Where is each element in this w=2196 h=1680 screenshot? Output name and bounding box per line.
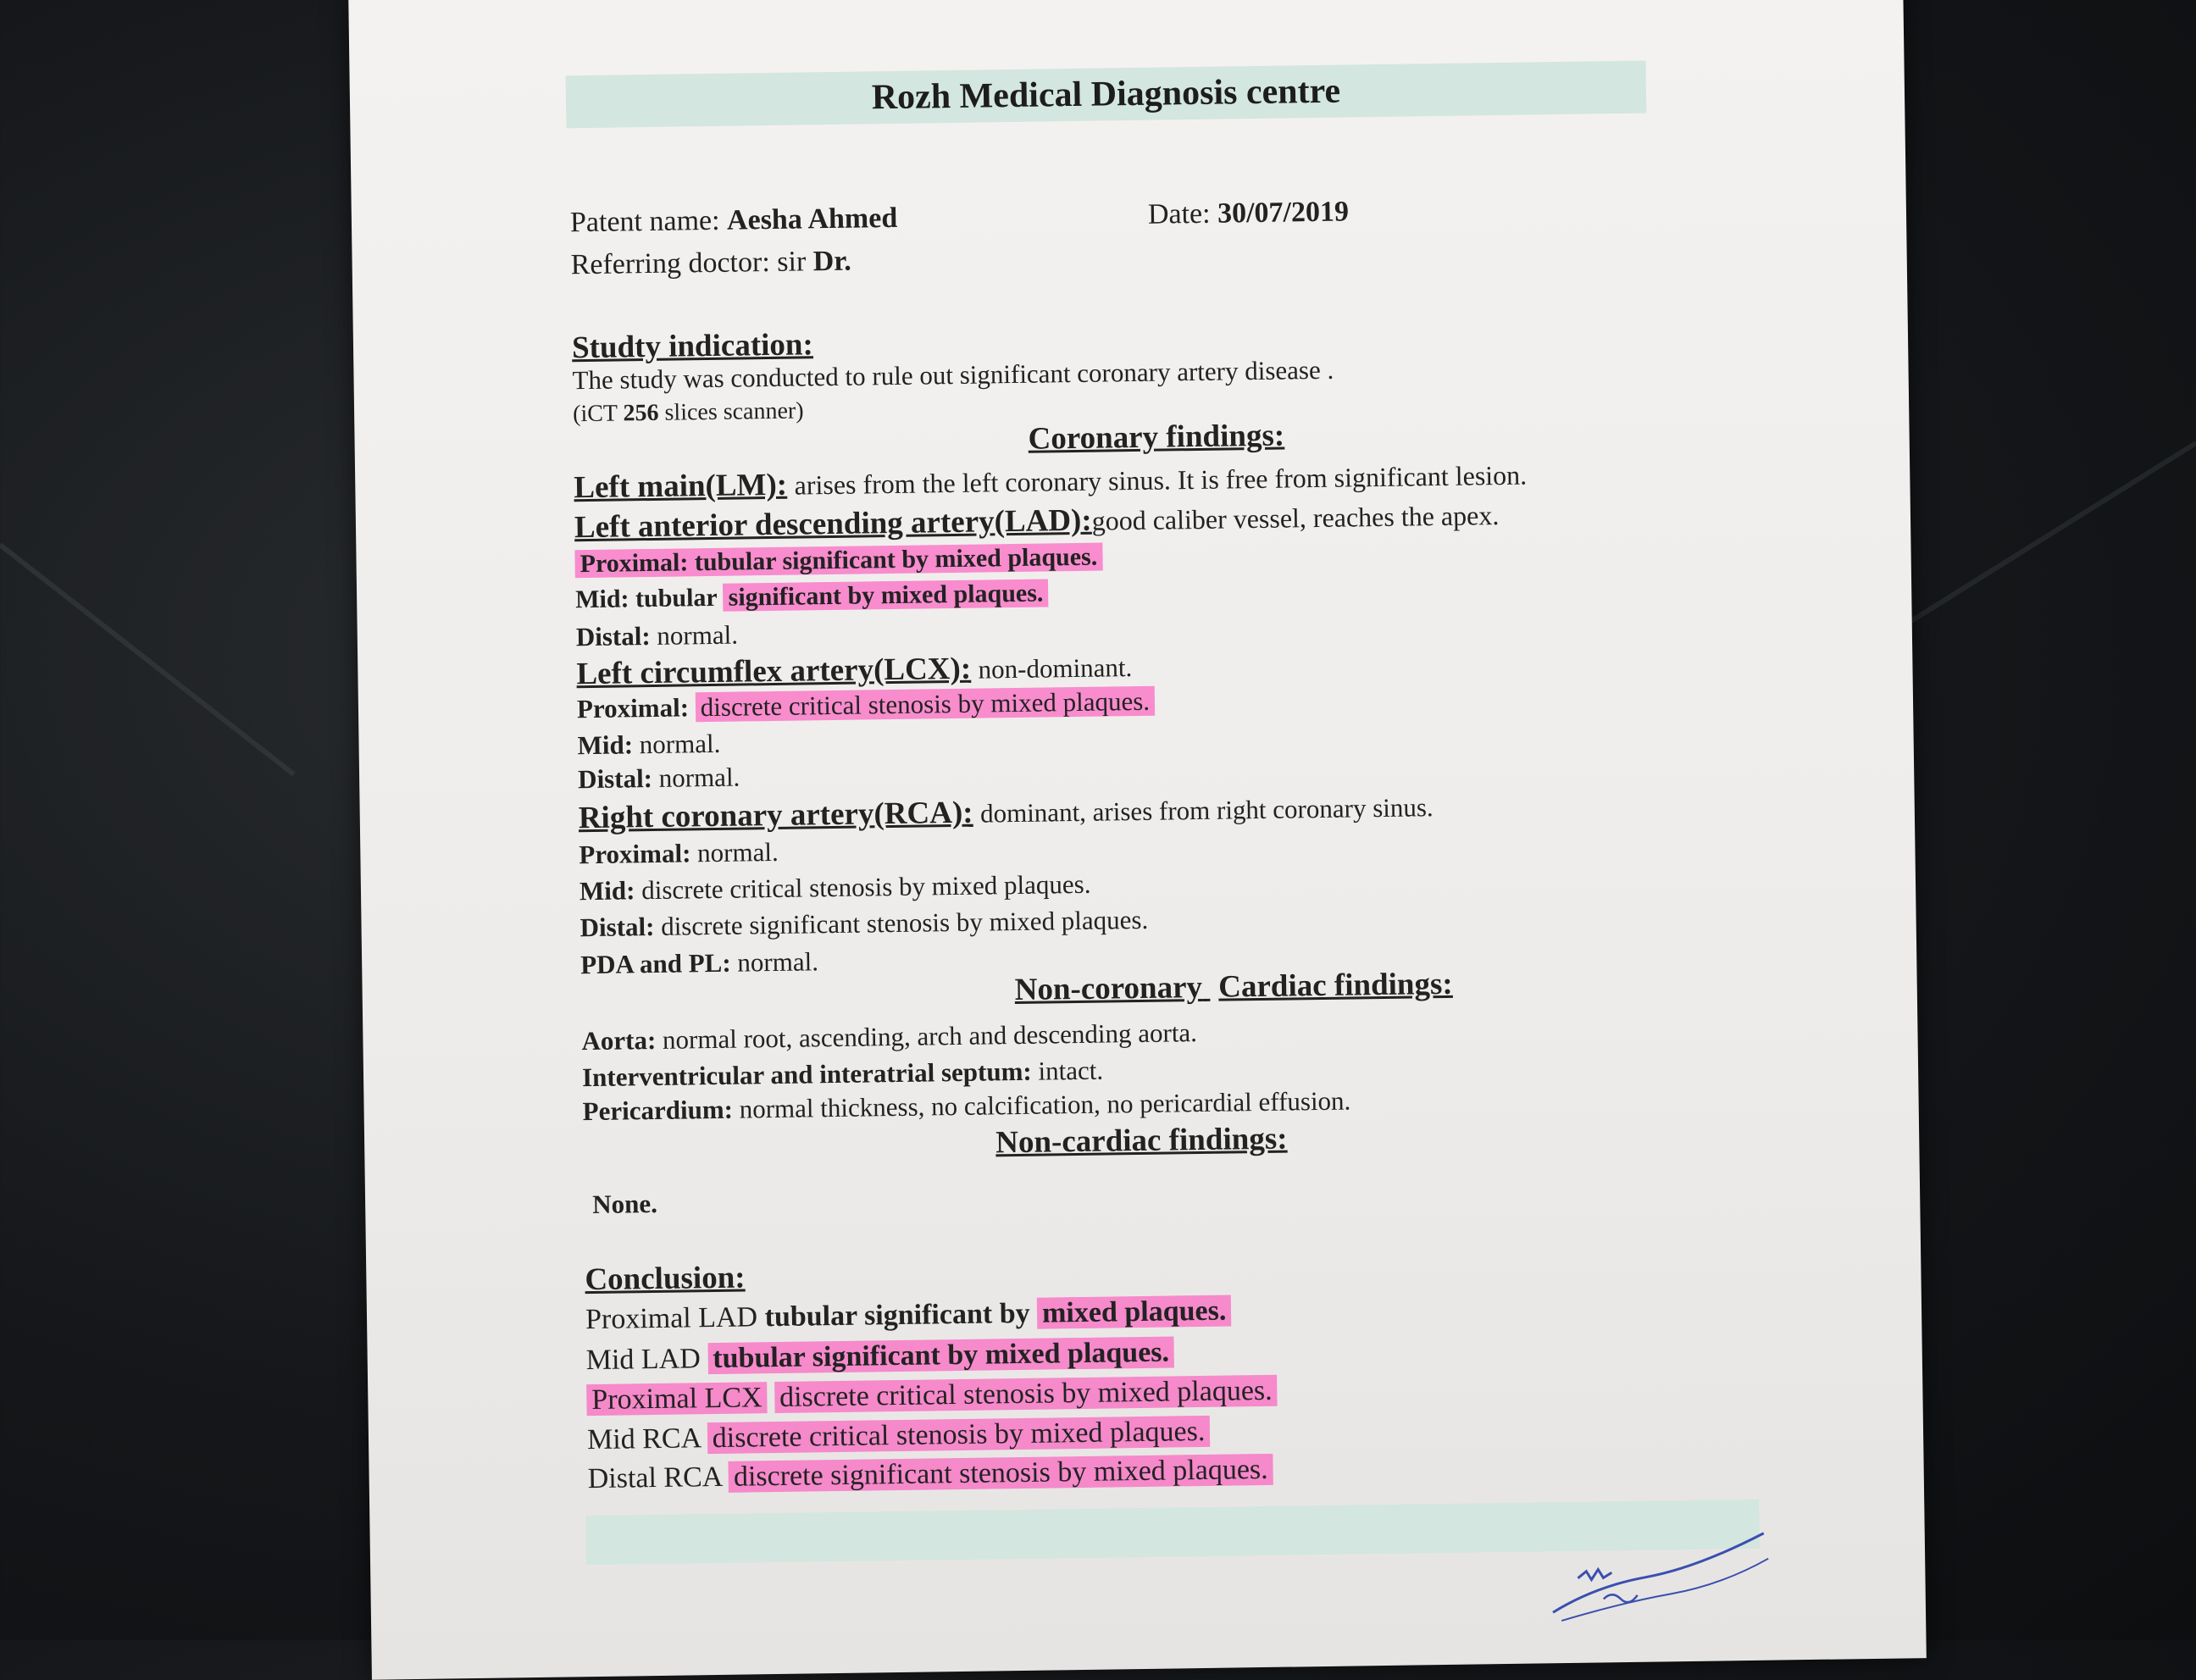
lad-proximal-text: Proximal: tubular significant by mixed plaques. bbox=[574, 543, 1102, 579]
noncardiac-text: None. bbox=[591, 1188, 658, 1220]
rca-row bbox=[579, 788, 1434, 836]
pericardium-label: Pericardium: bbox=[582, 1094, 734, 1127]
lad-mid-label: Mid: tubular bbox=[574, 583, 718, 614]
patient-name-label: Patent name: bbox=[569, 204, 720, 239]
indication-heading: Studty indication: bbox=[571, 327, 814, 366]
centre-title: Rozh Medical Diagnosis centre bbox=[871, 71, 1341, 118]
date-label: Date: bbox=[1147, 197, 1211, 230]
lcx-distal-text: normal. bbox=[658, 762, 740, 793]
aorta-row bbox=[581, 1017, 1197, 1056]
conclusion-line-2-label: Mid LAD bbox=[585, 1343, 702, 1377]
lad-distal-row bbox=[576, 620, 739, 653]
rca-label: Right coronary artery(RCA): bbox=[578, 795, 973, 836]
conclusion-line-3 bbox=[586, 1375, 1278, 1417]
septum-label: Interventricular and interatrial septum: bbox=[581, 1056, 1032, 1093]
background-crease bbox=[0, 543, 296, 777]
doctor-label: Referring doctor: sir bbox=[570, 246, 807, 281]
aorta-label: Aorta: bbox=[581, 1024, 657, 1056]
rca-proximal-label: Proximal: bbox=[579, 838, 691, 870]
date-value: 30/07/2019 bbox=[1217, 196, 1350, 230]
rca-distal-row bbox=[580, 905, 1148, 943]
lad-mid-text: significant by mixed plaques. bbox=[723, 579, 1048, 611]
rca-proximal-row bbox=[579, 837, 779, 870]
conclusion-line-2-text: tubular significant by mixed plaques. bbox=[707, 1336, 1174, 1374]
conclusion-line-1-highlight: mixed plaques. bbox=[1037, 1295, 1232, 1329]
rca-text: dominant, arises from right coronary sinus. bbox=[979, 792, 1434, 829]
lcx-proximal-label: Proximal: bbox=[576, 692, 690, 724]
lm-text: arises from the left coronary sinus. It is free from significant lesion. bbox=[794, 459, 1528, 501]
lad-label: Left anterior descending artery(LAD): bbox=[574, 502, 1092, 546]
lad-distal-label: Distal: bbox=[575, 621, 651, 652]
signature-stamp-icon bbox=[1544, 1525, 1774, 1630]
lcx-distal-row bbox=[578, 762, 740, 796]
report-page bbox=[348, 0, 1927, 1680]
pda-label: PDA and PL: bbox=[580, 947, 731, 980]
conclusion-line-5-text: discrete significant stenosis by mixed plaques. bbox=[729, 1454, 1273, 1493]
scanner-note bbox=[573, 397, 804, 428]
lcx-mid-label: Mid: bbox=[577, 729, 634, 761]
conclusion-line-2 bbox=[585, 1336, 1174, 1377]
noncoronary-heading-b: Cardiac findings: bbox=[1217, 966, 1453, 1005]
pericardium-text: normal thickness, no calcification, no pericardial effusion. bbox=[739, 1085, 1351, 1124]
lcx-distal-label: Distal: bbox=[577, 762, 653, 795]
noncoronary-heading bbox=[1014, 966, 1453, 1008]
conclusion-line-5-label: Distal RCA bbox=[587, 1461, 722, 1495]
rca-mid-text: discrete critical stenosis by mixed plaques. bbox=[640, 868, 1091, 906]
rca-distal-text: discrete significant stenosis by mixed plaques. bbox=[660, 904, 1149, 941]
lm-label: Left main(LM): bbox=[574, 467, 788, 506]
lcx-mid-text: normal. bbox=[639, 728, 721, 760]
date-row bbox=[1148, 196, 1350, 230]
scanner-slices: 256 bbox=[623, 399, 659, 427]
septum-text: intact. bbox=[1038, 1055, 1104, 1086]
conclusion-line-3-label: Proximal LCX bbox=[586, 1382, 768, 1416]
noncoronary-heading-a: Non-coronary bbox=[1014, 969, 1203, 1008]
conclusion-line-1 bbox=[585, 1295, 1232, 1337]
rca-proximal-text: normal. bbox=[696, 836, 779, 868]
indication-text: The study was conducted to rule out significant coronary artery disease . bbox=[572, 354, 1334, 396]
conclusion-line-1-text: tubular significant by bbox=[764, 1297, 1030, 1333]
referring-doctor-row bbox=[570, 246, 851, 282]
lcx-proximal-row bbox=[577, 686, 1156, 725]
conclusion-line-4-label: Mid RCA bbox=[586, 1422, 701, 1456]
lcx-text: non-dominant. bbox=[978, 652, 1133, 685]
noncardiac-heading: Non-cardiac findings: bbox=[995, 1121, 1288, 1161]
conclusion-line-4-text: discrete critical stenosis by mixed plaques. bbox=[707, 1416, 1211, 1454]
lad-proximal-row bbox=[574, 543, 1102, 579]
lad-mid-row bbox=[575, 579, 1049, 614]
rca-mid-label: Mid: bbox=[579, 875, 635, 907]
conclusion-heading: Conclusion: bbox=[585, 1260, 746, 1298]
conclusion-line-3-text: discrete critical stenosis by mixed plaques. bbox=[774, 1375, 1278, 1413]
conclusion-line-4 bbox=[587, 1416, 1211, 1456]
rca-distal-label: Distal: bbox=[580, 911, 655, 943]
pda-row bbox=[580, 946, 818, 980]
rca-mid-row bbox=[580, 869, 1091, 907]
aorta-text: normal root, ascending, arch and descending aorta. bbox=[662, 1017, 1198, 1055]
coronary-heading: Coronary findings: bbox=[1028, 418, 1285, 457]
lad-text: good caliber vessel, reaches the apex. bbox=[1091, 500, 1500, 536]
conclusion-line-1-label: Proximal LAD bbox=[585, 1301, 758, 1336]
lcx-label: Left circumflex artery(LCX): bbox=[576, 651, 972, 692]
conclusion-line-5 bbox=[587, 1454, 1273, 1495]
septum-row bbox=[582, 1056, 1103, 1094]
lcx-mid-row bbox=[577, 729, 720, 761]
lad-distal-text: normal. bbox=[657, 619, 739, 651]
scanner-note-c: slices scanner) bbox=[664, 397, 804, 426]
patient-name: Aesha Ahmed bbox=[726, 202, 898, 236]
patient-name-row bbox=[570, 202, 898, 239]
doctor-value: Dr. bbox=[812, 245, 852, 278]
lcx-proximal-text: discrete critical stenosis by mixed plaques. bbox=[696, 686, 1156, 723]
scanner-note-a: (iCT bbox=[572, 400, 618, 428]
pda-text: normal. bbox=[737, 946, 819, 978]
lcx-row bbox=[576, 648, 1132, 692]
